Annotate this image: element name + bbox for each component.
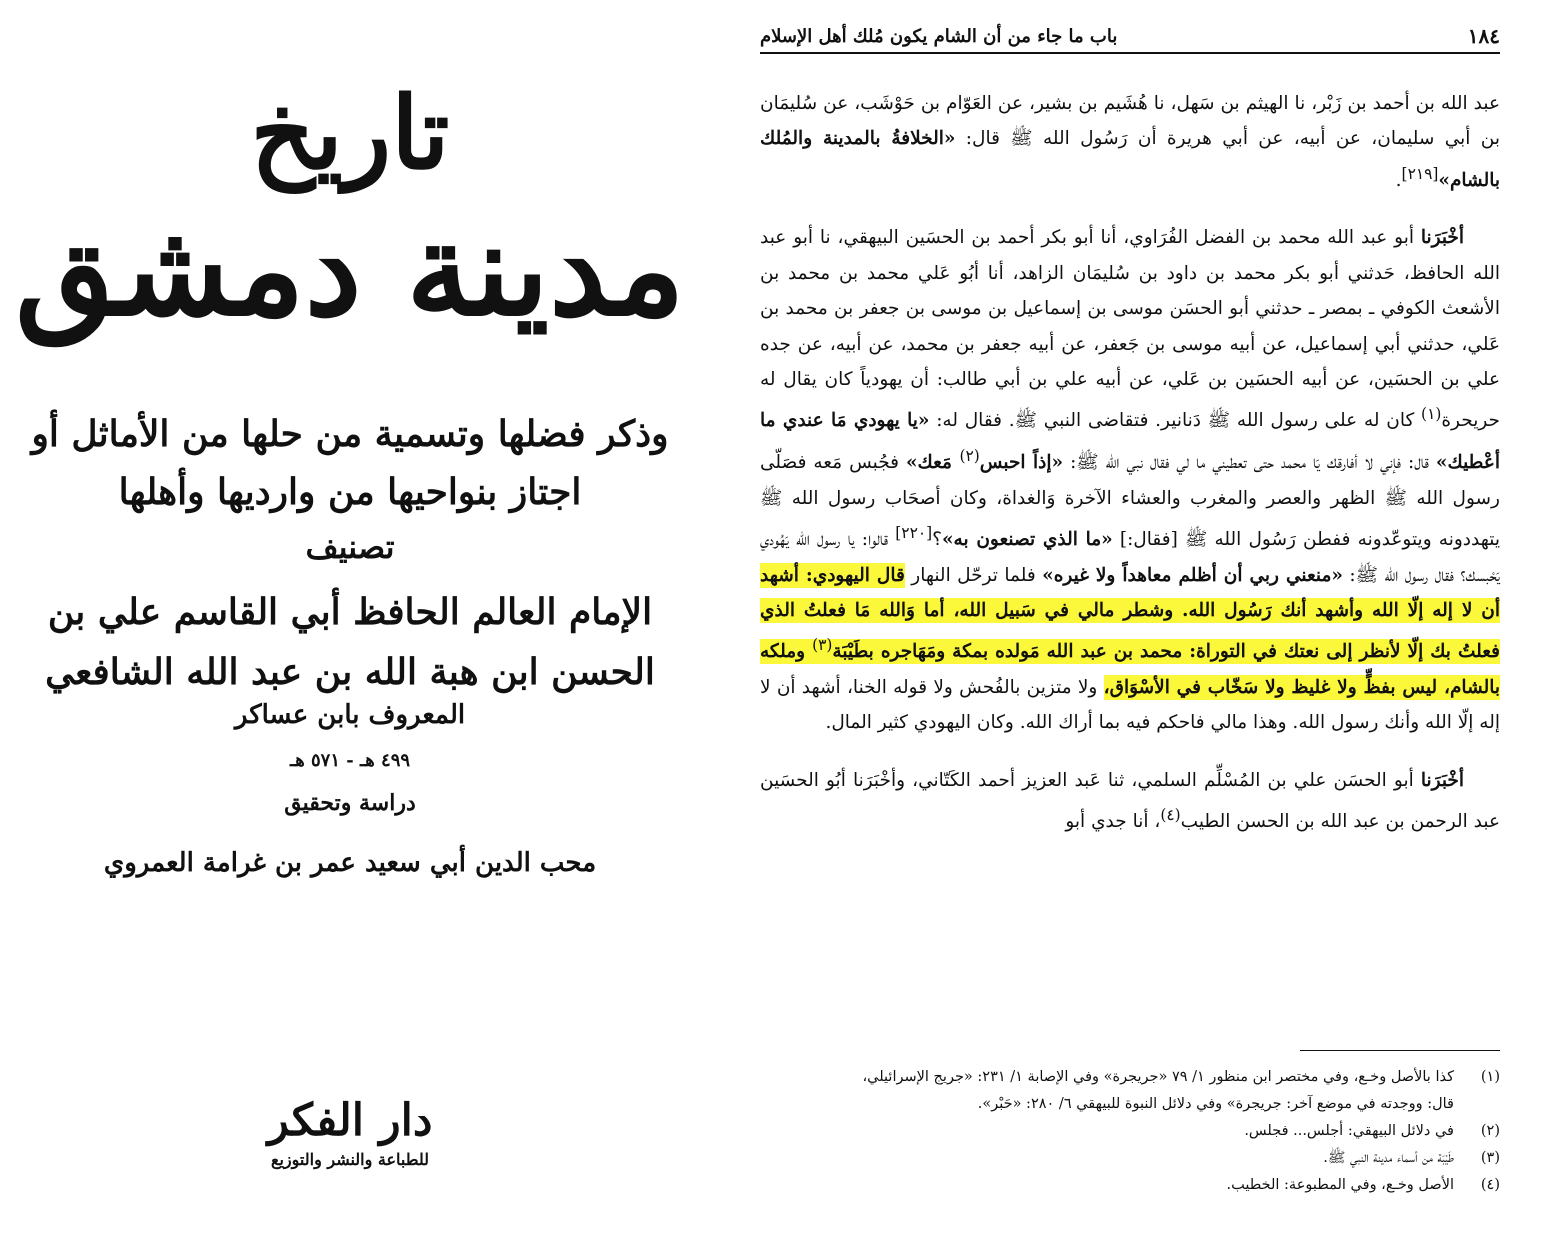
text-page [730, 0, 1520, 1240]
footnote [760, 1064, 1500, 1091]
narration-text: فلما ترحّل النهار [904, 564, 1043, 586]
highlighted-passage: قال اليهودي: أشهد أن لا إله إلّا الله وأشهد أنك رَسُول الله. وشطر مالي في سَبيل الله، أما وَالله مَا فعلتُ الذي فعلتُ بك إلّا لأنظر إلى نعتك في التوراة: محمد بن عبد الله مَولده بمكة ومَهَاجره بطَيْبَة [760, 564, 1501, 663]
hadith-quote: «منعني ربي أن أظلم معاهداً ولا غيره» [1042, 564, 1343, 586]
footnote-text: كذا بالأصل وخـع، وفي مختصر ابن منظور ١/ ٧٩ «جريجرة» وفي الإصابة ١/ ٢٣١: «جريج الإسرائيلي، [862, 1069, 1454, 1085]
narration-text: قالوا: يا رسول الله يَهُودي يَحْبسك؟ فقال رسول الله ﷺ: [760, 529, 1500, 586]
book-title-word-1: تاريخ [250, 74, 450, 192]
footnote-text: طَيْبَة من أسماء مدينة النبي ﷺ. [1323, 1150, 1454, 1166]
akhbarana-lead: أخْبَرَنا [1420, 769, 1464, 791]
narration-text: فجُبس مَعه فصَلّى رسول الله ﷺ الظهر والعصر والمغرب والعشاء الآخرة وَالغداة، وكان أصحَاب رسول الله ﷺ يتهددونه ويتوعّدونه ففطن رَسُول الله ﷺ [فقال:] [760, 452, 1500, 551]
tasnif-label: تصنيف [305, 528, 395, 566]
narration-text: ؟ [932, 529, 942, 551]
paragraph [760, 763, 1500, 840]
narration-text: قال: فإني لا أفارقك يَا محمد حتى تعطيني ما لي فقال نبي الله ﷺ: [1063, 452, 1436, 474]
editor-name: محب الدين أبي سعيد عمر بن غرامة العمروي [103, 848, 597, 878]
narration-text: كان له على رسول الله ﷺ دَنانير. فتقاضى النبي ﷺ. فقال له: [929, 410, 1422, 432]
paragraph [760, 220, 1500, 740]
narration-text: ، أنا جدي أبو [1065, 811, 1161, 833]
footnote-divider [1300, 1050, 1500, 1051]
footnotes [760, 1064, 1500, 1199]
footnote-marker: (١) [1421, 405, 1442, 424]
footnote-marker: (٢) [959, 446, 980, 465]
hadith-quote: «إذاً احبس [979, 452, 1064, 474]
study-label: دراسة وتحقيق [284, 790, 416, 816]
hadith-quote: «الخلافةُ بالمدينة والمُلك بالشام» [760, 128, 1500, 191]
publisher-logo: دار الفكر [267, 1095, 433, 1146]
footnote-text: الأصل وخـع، وفي المطبوعة: الخطيب. [1226, 1177, 1454, 1193]
footnote-number: (٢) [1480, 1123, 1500, 1139]
footnote-number: (١) [1480, 1069, 1500, 1085]
footnote-marker: (٣) [812, 636, 833, 655]
title-page [0, 0, 700, 1240]
footnote-continuation: قال: ووجدته في موضع آخر: جريجرة» وفي دلائل النبوة للبيهقي ٦/ ٢٨٠: «حَبْر». [977, 1096, 1454, 1112]
footnote [760, 1145, 1500, 1172]
narration-text: ولا متزين بالفُحش ولا قوله الخنا، أشهد أن لا إله إلّا الله وأنك رسول الله. وهذا مالي فاحكم فيه بما أراك الله. وكان اليهودي كثير المال. [760, 676, 1500, 734]
hadith-quote: مَعك» [905, 452, 960, 474]
author-name: الإمام العالم الحافظ أبي القاسم علي بن الحسن ابن هبة الله بن عبد الله الشافعي [45, 591, 655, 693]
footnote-text: في دلائل البيهقي: أجلس... فجلس. [1244, 1123, 1454, 1139]
author-years: ٤٩٩ هـ - ٥٧١ هـ [289, 750, 411, 771]
body-text [760, 86, 1500, 840]
publisher-tagline: للطباعة والنشر والتوزيع [270, 1150, 430, 1169]
footnote [760, 1172, 1500, 1199]
book-subtitle: وذكر فضلها وتسمية من حلها من الأماثل أو اجتاز بنواحيها من وارديها وأهلها [31, 413, 669, 513]
footnote-marker: (٤) [1160, 806, 1181, 825]
footnote-number: (٤) [1480, 1177, 1500, 1193]
hadith-ref: [٢١٩] [1401, 164, 1439, 183]
running-header [760, 22, 1500, 54]
paragraph [760, 86, 1500, 198]
narration-text: أبو الحسَن علي بن المُسْلِّم السلمي، ثنا عَبد العزيز أحمد الكَتّاني، وأخْبَرَنا أبُو الحسَين عبد الرحمن بن عبد الله بن الحسن الطيب [760, 769, 1500, 833]
narration-text: . [1395, 169, 1402, 191]
footnote-number: (٣) [1480, 1150, 1500, 1166]
page-number: ١٨٤ [1467, 24, 1500, 48]
running-title: باب ما جاء من أن الشام يكون مُلك أهل الإسلام [760, 26, 1118, 47]
akhbarana-lead: أخْبَرَنا [1420, 227, 1464, 249]
book-title-word-2: مدينة دمشق [15, 195, 685, 345]
hadith-quote: «ما الذي تصنعون به» [941, 529, 1113, 551]
hadith-ref: [٢٢٠] [895, 523, 933, 542]
hadith-quote: «يا يهودي مَا عندي ما أعْطيك» [760, 410, 1501, 474]
highlighted-passage: وملكه بالشام، ليس بفظٍّ ولا غليظ ولا سَخّاب في الأسْوَاق، [760, 641, 1500, 698]
footnote [760, 1118, 1500, 1145]
narration-text: عبد الله بن أحمد بن زَبْر، نا الهيثم بن سَهل، نا هُشَيم بن بشير، عن العَوّام بن حَوْشَب، عن سُليمَان بن أبي سليمان، عن أبيه، عن أبي هريرة أن رَسُول الله ﷺ قال: [760, 93, 1500, 150]
author-known-as: المعروف بابن عساكر [234, 700, 466, 730]
narration-text: أبو عبد الله محمد بن الفضل الفُرَاوي، أنا أبو بكر أحمد بن الحسَين البيهقي، نا أبو عبد الله الحافظ، حَدثني أبو بكر محمد بن داود بن سُليمَان الزاهد، أنا أبُو عَلي محمد بن محمد بن الأشعث الكوفي ـ بمصر ـ حدثني أبو الحسَن موسى بن إسماعيل بن موسى بن جعفر بن محمد بن عَلي، حدثني أبي إسماعيل، عن أبيه موسى بن جَعفر، عن أبيه جعفر بن محمد، عن أبيه، عن جده علي بن الحسَين، عن أبيه الحسَين بن عَلي، عن أبيه علي بن أبي طالب: أن يهودياً كان يقال له حريحرة [760, 227, 1500, 432]
footnote-marker-highlighted [812, 636, 833, 664]
